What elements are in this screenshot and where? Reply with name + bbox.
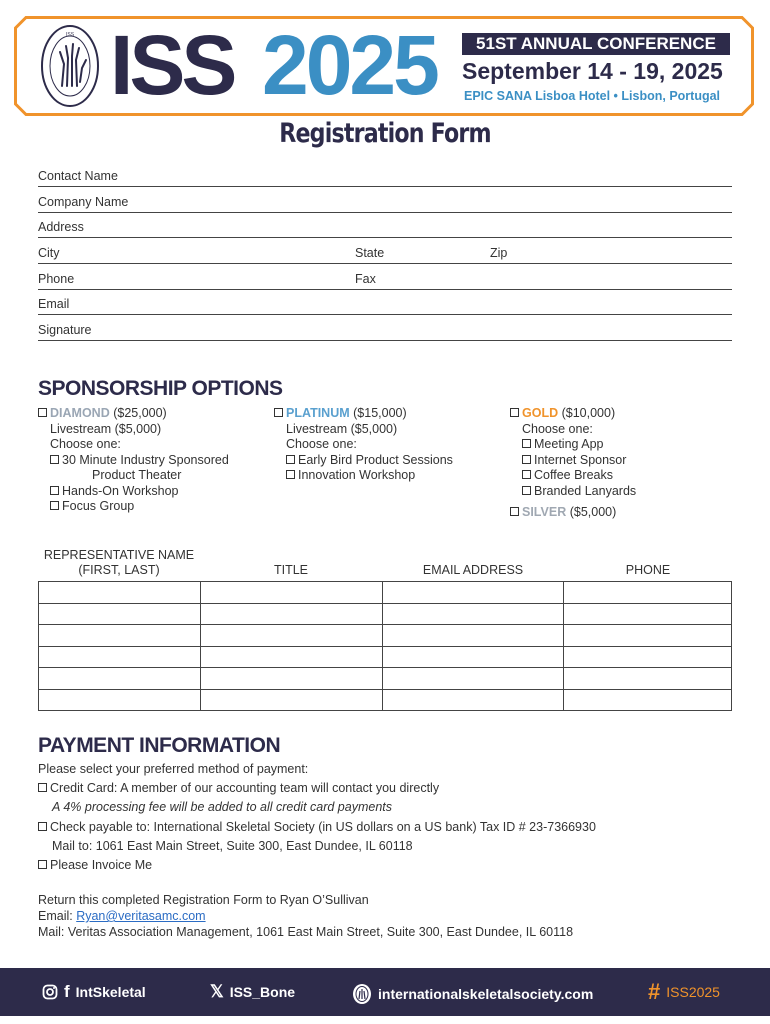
table-row	[39, 668, 732, 690]
platinum-option-checkbox[interactable]	[286, 470, 295, 479]
rep-title-cell[interactable]	[200, 668, 382, 690]
conference-venue: EPIC SANA Lisboa Hotel • Lisbon, Portugal	[464, 89, 721, 103]
check-option	[38, 820, 596, 834]
platinum-checkbox[interactable]	[274, 408, 283, 417]
email-field[interactable]	[38, 295, 732, 315]
rep-email-cell[interactable]	[382, 668, 564, 690]
gold-option-label: Branded Lanyards	[534, 483, 637, 498]
table-row	[39, 689, 732, 711]
rep-name-cell[interactable]	[39, 668, 201, 690]
svg-text:ISS: ISS	[65, 32, 75, 38]
facebook-icon: f	[64, 982, 70, 1001]
invoice-checkbox[interactable]	[38, 860, 47, 869]
hashtag-text: ISS2025	[666, 984, 720, 1000]
signature-field[interactable]	[38, 321, 732, 341]
return-instructions: Return this completed Registration Form to Ryan O’Sullivan	[38, 893, 369, 907]
rep-email-cell[interactable]	[382, 625, 564, 647]
table-row	[39, 603, 732, 625]
rep-name-cell[interactable]	[39, 646, 201, 668]
rep-phone-header: PHONE	[625, 563, 671, 577]
gold-option-checkbox[interactable]	[522, 439, 531, 448]
diamond-checkbox[interactable]	[38, 408, 47, 417]
invoice-label: Please Invoice Me	[50, 858, 153, 872]
gold-option-label: Coffee Breaks	[534, 468, 613, 482]
email-label: Email	[38, 297, 70, 311]
city-state-zip-field[interactable]	[38, 244, 732, 264]
rep-name-cell[interactable]	[39, 582, 201, 604]
rep-name-header	[38, 548, 200, 578]
conference-dates: September 14 - 19, 2025	[462, 58, 723, 84]
platinum-addon: Livestream ($5,000)	[286, 421, 398, 436]
city-label: City	[38, 246, 60, 260]
sponsorship-title: SPONSORSHIP OPTIONS	[38, 377, 283, 400]
logo-iss: ISS	[110, 18, 234, 112]
rep-title-cell[interactable]	[200, 689, 382, 711]
company-name-field[interactable]	[38, 193, 732, 213]
diamond-option-label: Hands-On Workshop	[62, 483, 179, 498]
gold-option-group	[510, 406, 636, 521]
gold-checkbox[interactable]	[510, 408, 519, 417]
phone-label: Phone	[38, 272, 75, 286]
rep-email-cell[interactable]	[382, 603, 564, 625]
platinum-option-label: Innovation Workshop	[298, 468, 416, 482]
rep-email-cell[interactable]	[382, 582, 564, 604]
diamond-addon: Livestream ($5,000)	[50, 421, 162, 436]
table-row	[39, 625, 732, 647]
address-field[interactable]	[38, 218, 732, 238]
gold-name: GOLD	[522, 406, 559, 420]
website-url: internationalskeletalsociety.com	[378, 986, 594, 1002]
return-email-link[interactable]: Ryan@veritasamc.com	[76, 909, 206, 923]
company-name-label: Company Name	[38, 195, 129, 209]
footer-hashtag[interactable]	[648, 979, 720, 1005]
gold-option-checkbox[interactable]	[522, 486, 531, 495]
platinum-choose: Choose one:	[286, 437, 357, 451]
address-label: Address	[38, 220, 84, 234]
state-label: State	[355, 246, 385, 260]
return-email	[38, 909, 206, 923]
zip-label: Zip	[490, 246, 508, 260]
payment-title: PAYMENT INFORMATION	[38, 734, 281, 757]
rep-phone-cell[interactable]	[564, 646, 732, 668]
payment-intro: Please select your preferred method of payment:	[38, 762, 309, 776]
diamond-option-group	[38, 406, 229, 515]
gold-option-checkbox[interactable]	[522, 455, 531, 464]
footer-social[interactable]	[42, 983, 146, 1000]
rep-email-cell[interactable]	[382, 646, 564, 668]
platinum-name: PLATINUM	[286, 406, 350, 420]
return-mail: Mail: Veritas Association Management, 1061 East Main Street, Suite 300, East Dundee, IL 60118	[38, 925, 574, 939]
rep-name-header-line2: (FIRST, LAST)	[78, 563, 160, 577]
contact-name-label: Contact Name	[38, 169, 118, 183]
rep-title-cell[interactable]	[200, 646, 382, 668]
credit-card-label: Credit Card: A member of our accounting team will contact you directly	[50, 781, 440, 795]
instagram-icon	[42, 984, 58, 1000]
rep-email-header: EMAIL ADDRESS	[422, 563, 524, 577]
phone-fax-field[interactable]	[38, 270, 732, 290]
diamond-price: ($25,000)	[113, 406, 167, 420]
form-title: Registration Form	[279, 118, 491, 149]
return-email-label: Email:	[38, 909, 77, 923]
platinum-option-group	[274, 406, 453, 484]
rep-title-cell[interactable]	[200, 582, 382, 604]
rep-title-cell[interactable]	[200, 603, 382, 625]
fax-label: Fax	[355, 272, 376, 286]
rep-name-cell[interactable]	[39, 625, 201, 647]
silver-name: SILVER	[522, 505, 567, 519]
rep-name-cell[interactable]	[39, 603, 201, 625]
diamond-option-label-cont: Product Theater	[92, 468, 182, 482]
social-handle: IntSkeletal	[75, 983, 146, 1000]
contact-name-field[interactable]	[38, 167, 732, 187]
society-seal-icon	[352, 983, 372, 1005]
rep-title-header: TITLE	[273, 563, 309, 577]
rep-name-header-line1: REPRESENTATIVE NAME	[43, 548, 195, 562]
rep-name-cell[interactable]	[39, 689, 201, 711]
diamond-option-checkbox[interactable]	[50, 486, 59, 495]
check-label: Check payable to: International Skeletal Society (in US dollars on a US bank) Tax ID # 23-7366930	[50, 820, 596, 834]
rep-phone-cell[interactable]	[564, 625, 732, 647]
credit-card-checkbox[interactable]	[38, 783, 47, 792]
credit-card-note: A 4% processing fee will be added to all credit card payments	[52, 800, 392, 814]
gold-option-label: Meeting App	[534, 437, 604, 451]
silver-checkbox[interactable]	[510, 507, 519, 516]
diamond-option-checkbox[interactable]	[50, 501, 59, 510]
diamond-option-label: Focus Group	[62, 499, 135, 513]
x-handle: ISS_Bone	[229, 983, 296, 1000]
table-row	[39, 646, 732, 668]
platinum-option-checkbox[interactable]	[286, 455, 295, 464]
signature-label: Signature	[38, 323, 92, 337]
gold-option-label: Internet Sponsor	[534, 452, 627, 467]
silver-price: ($5,000)	[569, 505, 617, 519]
representatives-table	[38, 581, 732, 711]
logo-year: 2025	[262, 18, 437, 112]
platinum-option-label: Early Bird Product Sessions	[298, 452, 453, 467]
rep-phone-cell[interactable]	[564, 668, 732, 690]
footer-x[interactable]	[210, 983, 295, 1000]
diamond-option-label: 30 Minute Industry Sponsored	[62, 452, 229, 467]
society-seal-logo	[40, 24, 100, 109]
rep-phone-cell[interactable]	[564, 582, 732, 604]
x-logo-icon: 𝕏	[210, 982, 224, 1001]
rep-title-cell[interactable]	[200, 625, 382, 647]
rep-phone-cell[interactable]	[564, 603, 732, 625]
rep-phone-cell[interactable]	[564, 689, 732, 711]
invoice-option	[38, 858, 152, 872]
credit-card-option	[38, 781, 439, 795]
gold-option-checkbox[interactable]	[522, 470, 531, 479]
conference-badge: 51ST ANNUAL CONFERENCE	[462, 33, 730, 55]
check-checkbox[interactable]	[38, 822, 47, 831]
table-row	[39, 582, 732, 604]
hashtag-icon: #	[648, 979, 661, 1004]
gold-choose: Choose one:	[522, 421, 593, 436]
diamond-choose: Choose one:	[50, 437, 121, 451]
platinum-price: ($15,000)	[353, 406, 407, 420]
diamond-option-checkbox[interactable]	[50, 455, 59, 464]
footer-bar	[0, 968, 770, 1016]
diamond-name: DIAMOND	[50, 406, 110, 420]
rep-email-cell[interactable]	[382, 689, 564, 711]
gold-price: ($10,000)	[561, 406, 616, 420]
mail-to-address: Mail to: 1061 East Main Street, Suite 300, East Dundee, IL 60118	[52, 839, 413, 853]
footer-website[interactable]	[352, 983, 593, 1005]
